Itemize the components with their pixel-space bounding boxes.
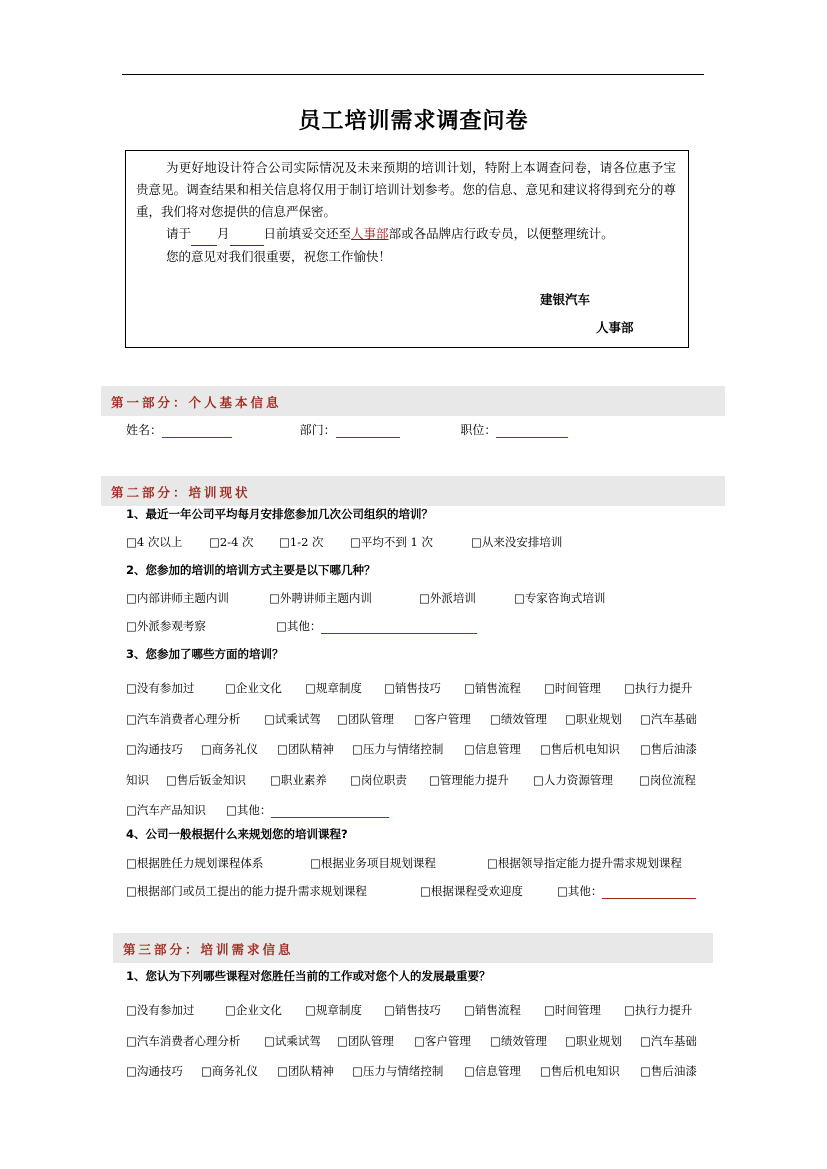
option[interactable] bbox=[126, 1002, 194, 1018]
option[interactable]: □外派培训 bbox=[419, 591, 476, 605]
option[interactable] bbox=[414, 1033, 471, 1049]
option-label: □其他： bbox=[226, 803, 272, 817]
option[interactable] bbox=[350, 772, 407, 788]
option-label: □商务礼仪 bbox=[201, 742, 258, 756]
option[interactable] bbox=[384, 680, 441, 696]
option[interactable] bbox=[624, 1002, 692, 1018]
option[interactable] bbox=[540, 1063, 620, 1079]
option[interactable] bbox=[337, 1033, 394, 1049]
header-rule bbox=[122, 74, 704, 75]
option-label: □售后油漆 bbox=[640, 742, 697, 756]
option[interactable] bbox=[277, 741, 334, 757]
option-label: □试乘试驾 bbox=[264, 1033, 321, 1048]
option-label: 知识 bbox=[126, 772, 149, 787]
option[interactable] bbox=[490, 711, 547, 727]
option-label: □汽车消费者心理分析 bbox=[126, 1033, 241, 1048]
day-blank[interactable] bbox=[230, 223, 264, 246]
option-label: □信息管理 bbox=[464, 1064, 521, 1078]
option[interactable]: □1-2 次 bbox=[279, 535, 324, 549]
option[interactable] bbox=[126, 772, 149, 788]
option-label: □沟通技巧 bbox=[126, 1064, 183, 1078]
option-label: □时间管理 bbox=[544, 681, 601, 695]
option[interactable]: □平均不到 1 次 bbox=[350, 535, 433, 549]
option-label: □职业规划 bbox=[565, 711, 622, 726]
option[interactable] bbox=[639, 772, 696, 788]
option[interactable] bbox=[414, 711, 471, 727]
intro-box bbox=[125, 150, 689, 348]
option-other[interactable] bbox=[557, 883, 696, 899]
option-label: □企业文化 bbox=[225, 1003, 282, 1017]
option-label: □销售技巧 bbox=[384, 681, 441, 695]
option[interactable] bbox=[540, 741, 620, 757]
option-label: □售后钣金知识 bbox=[166, 772, 246, 787]
option-label: □团队管理 bbox=[337, 711, 394, 726]
option-label: □企业文化 bbox=[225, 681, 282, 695]
option-label: □汽车产品知识 bbox=[126, 803, 206, 817]
option-label: □商务礼仪 bbox=[201, 1064, 258, 1078]
option-label: □绩效管理 bbox=[490, 1033, 547, 1048]
option[interactable]: □根据业务项目规划课程 bbox=[310, 856, 436, 870]
option[interactable] bbox=[640, 1063, 697, 1079]
name-field[interactable] bbox=[162, 425, 232, 438]
option[interactable] bbox=[264, 711, 321, 727]
option[interactable] bbox=[126, 741, 183, 757]
option[interactable] bbox=[226, 802, 389, 818]
intro-paragraph-2 bbox=[126, 223, 676, 246]
option[interactable] bbox=[264, 1033, 321, 1049]
option-label: □规章制度 bbox=[305, 681, 362, 695]
option[interactable]: □根据领导指定能力提升需求规划课程 bbox=[487, 856, 682, 870]
option[interactable] bbox=[544, 680, 601, 696]
option[interactable] bbox=[640, 741, 697, 757]
dept-field[interactable] bbox=[336, 425, 400, 438]
option-label: □售后机电知识 bbox=[540, 1064, 620, 1078]
option[interactable] bbox=[201, 1063, 258, 1079]
option-label: □沟通技巧 bbox=[126, 742, 183, 756]
intro-text: 部或各品牌店行政专员，以便整理统计。 bbox=[388, 226, 614, 241]
option[interactable] bbox=[126, 680, 194, 696]
option-other-label: □其他： bbox=[557, 884, 603, 898]
option[interactable]: □4 次以上 bbox=[126, 535, 183, 549]
option[interactable]: □2-4 次 bbox=[209, 535, 254, 549]
option-label: □售后机电知识 bbox=[540, 742, 620, 756]
option[interactable] bbox=[464, 741, 521, 757]
option-label: □客户管理 bbox=[414, 711, 471, 726]
option-label: □压力与情绪控制 bbox=[352, 1064, 444, 1078]
option[interactable]: □内部讲师主题内训 bbox=[126, 591, 229, 605]
option-label: □绩效管理 bbox=[490, 711, 547, 726]
section-title: 第三部分：培训需求信息 bbox=[123, 942, 294, 957]
option[interactable] bbox=[126, 1033, 240, 1049]
option-label: □岗位职责 bbox=[350, 772, 407, 787]
option-label: □管理能力提升 bbox=[429, 772, 509, 787]
option[interactable]: □外派参观考察 bbox=[126, 619, 206, 633]
signature-company: 建银汽车 bbox=[540, 292, 591, 307]
option[interactable] bbox=[305, 680, 362, 696]
option[interactable] bbox=[277, 1063, 334, 1079]
option-label: □压力与情绪控制 bbox=[352, 742, 444, 756]
section-part3 bbox=[113, 933, 713, 963]
option[interactable] bbox=[464, 680, 521, 696]
option-label: □规章制度 bbox=[305, 1003, 362, 1017]
option-label: □信息管理 bbox=[464, 742, 521, 756]
option-label: □汽车消费者心理分析 bbox=[126, 711, 241, 726]
option-label: □执行力提升 bbox=[624, 681, 693, 695]
option-label: □团队精神 bbox=[277, 1064, 334, 1078]
option[interactable] bbox=[533, 772, 613, 788]
basic-info-row bbox=[126, 421, 568, 438]
option[interactable] bbox=[640, 711, 697, 727]
option-label: □执行力提升 bbox=[624, 1003, 693, 1017]
dept-label: 部门： bbox=[299, 423, 336, 437]
option-label: □没有参加过 bbox=[126, 681, 195, 695]
option[interactable] bbox=[270, 772, 327, 788]
option-label: □售后油漆 bbox=[640, 1064, 697, 1078]
option[interactable]: □外聘讲师主题内训 bbox=[269, 591, 372, 605]
intro-text: 月 bbox=[217, 226, 230, 241]
section-part2 bbox=[101, 476, 725, 506]
question-2-4: 4、公司一般根据什么来规划您的培训课程? bbox=[126, 827, 348, 841]
option[interactable] bbox=[565, 711, 622, 727]
option[interactable]: □根据课程受欢迎度 bbox=[420, 884, 523, 898]
option[interactable] bbox=[565, 1033, 622, 1049]
option[interactable]: □根据部门或员工提出的能力提升需求规划课程 bbox=[126, 884, 367, 898]
position-label: 职位： bbox=[460, 423, 497, 437]
option[interactable]: □根据胜任力规划课程体系 bbox=[126, 856, 264, 870]
option[interactable] bbox=[352, 741, 443, 757]
question-2-3: 3、您参加了哪些方面的培训？ bbox=[126, 647, 284, 661]
option[interactable]: □专家咨询式培训 bbox=[514, 591, 606, 605]
option[interactable] bbox=[305, 1002, 362, 1018]
page-title: 员工培训需求调查问卷 bbox=[298, 109, 529, 134]
option[interactable] bbox=[126, 1063, 183, 1079]
option[interactable] bbox=[640, 1033, 697, 1049]
option[interactable] bbox=[490, 1033, 547, 1049]
option[interactable] bbox=[126, 802, 206, 818]
option-label: □职业规划 bbox=[565, 1033, 622, 1048]
option-other[interactable] bbox=[276, 618, 477, 634]
question-3-1: 1、您认为下列哪些课程对您胜任当前的工作或对您个人的发展最重要？ bbox=[126, 969, 491, 983]
option-other-label: □其他： bbox=[276, 619, 322, 633]
option[interactable] bbox=[166, 772, 246, 788]
other-field[interactable] bbox=[271, 805, 389, 818]
question-2-2: 2、您参加的培训的培训方式主要是以下哪几种？ bbox=[126, 563, 376, 577]
month-blank[interactable] bbox=[191, 223, 217, 246]
option-label: □人力资源管理 bbox=[533, 772, 613, 787]
option-label: □客户管理 bbox=[414, 1033, 471, 1048]
option[interactable] bbox=[464, 1002, 521, 1018]
other-field[interactable] bbox=[602, 886, 696, 899]
option-label: □职业素养 bbox=[270, 772, 327, 787]
option[interactable] bbox=[126, 711, 240, 727]
option[interactable] bbox=[201, 741, 258, 757]
option[interactable] bbox=[544, 1002, 601, 1018]
option-label: □汽车基础 bbox=[640, 1033, 697, 1048]
section-part1 bbox=[101, 386, 725, 416]
option-label: □试乘试驾 bbox=[264, 711, 321, 726]
signature-dept: 人事部 bbox=[596, 320, 634, 335]
option[interactable] bbox=[384, 1002, 441, 1018]
other-field[interactable] bbox=[321, 621, 477, 634]
option-label: □团队精神 bbox=[277, 742, 334, 756]
option-label: □没有参加过 bbox=[126, 1003, 195, 1017]
option-label: □汽车基础 bbox=[640, 711, 697, 726]
option-label: □销售流程 bbox=[464, 1003, 521, 1017]
option[interactable] bbox=[352, 1063, 443, 1079]
intro-text: 日前填妥交还至 bbox=[263, 226, 352, 241]
section-title: 第一部分：个人基本信息 bbox=[111, 395, 282, 410]
option-label: □团队管理 bbox=[337, 1033, 394, 1048]
option[interactable] bbox=[225, 1002, 282, 1018]
intro-text: 请于 bbox=[166, 226, 192, 241]
question-2-1: 1、最近一年公司平均每月安排您参加几次公司组织的培训？ bbox=[126, 507, 433, 521]
intro-paragraph-1: 为更好地设计符合公司实际情况及未来预期的培训计划，特附上本调查问卷，请各位惠予宝贵意见。调查结果和相关信息将仅用于制订培训计划参考。您的信息、意见和建议将得到充分的尊重，我们将对您提供的信息严保密。 bbox=[136, 160, 676, 219]
option-label: □销售技巧 bbox=[384, 1003, 441, 1017]
option[interactable] bbox=[337, 711, 394, 727]
name-label: 姓名： bbox=[126, 423, 163, 437]
option-label: □时间管理 bbox=[544, 1003, 601, 1017]
option-label: □岗位流程 bbox=[639, 772, 696, 787]
option[interactable]: □从来没安排培训 bbox=[471, 535, 563, 549]
option[interactable] bbox=[464, 1063, 521, 1079]
option-label: □销售流程 bbox=[464, 681, 521, 695]
section-title: 第二部分：培训现状 bbox=[111, 485, 251, 500]
hr-dept-link: 人事部 bbox=[351, 226, 389, 241]
position-field[interactable] bbox=[496, 425, 568, 438]
intro-paragraph-3: 您的意见对我们很重要，祝您工作愉快！ bbox=[166, 249, 392, 264]
option[interactable] bbox=[225, 680, 282, 696]
option[interactable] bbox=[624, 680, 692, 696]
option[interactable] bbox=[429, 772, 509, 788]
